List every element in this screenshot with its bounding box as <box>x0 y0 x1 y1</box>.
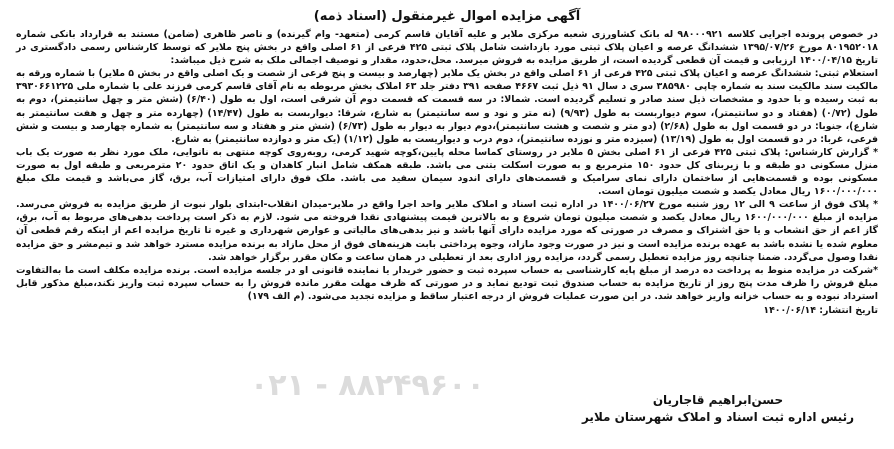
notice-body <box>16 28 878 317</box>
notice-title: آگهی مزایده اموال غیرمنقول (اسناد ذمه) <box>313 9 581 24</box>
signer-name: حسن‌ابراهیم قاجاریان <box>652 393 784 407</box>
publication-date: تاریخ انتشار: ۱۴۰۰/۰۶/۱۴ <box>763 304 878 316</box>
expert-report-paragraph: * گزارش کارشناس: پلاک ثبتی ۴۲۵ فرعی از ۶۱ اصلی بخش ۵ ملایر در روستای کماسا محله پایین،کوچه شهید کرمی، روبه‌روی کوچه منتهی به نانوایی، ملک مورد نظر به صورت یک باب منزل مسکونی دو طبقه و با زیربنای کل حدود ۱۵۰ مترمربع و به صورت اسکلت بتنی می باشد. طبقه همکف شامل انبار کاهدان و یک اتاق حدود ۲۰ مترمربعی و طبقه اول به صورت مسکونی بوده و قسمت‌هایی از ساختمان دارای نمای سرامیک و قسمت‌های دارای اندود سیمان سفید می باشد. ملک فوق دارای امتیازات آب، برق، گاز می‌باشد و قیمت ملک مبلغ ۱۶۰۰/۰۰۰/۰۰۰ ریال معادل یکصد و شصت میلیون تومان است. <box>16 146 879 198</box>
phone-watermark: ۰۲۱ - ۸۸۲۴۹۶۰۰ <box>250 368 485 403</box>
intro-paragraph: در خصوص پرونده اجرایی کلاسه ۹۸۰۰۰۹۲۱ له بانک کشاورزی شعبه مرکزی ملایر و علیه آقایان قاسم کرمی (متعهد- وام گیرنده) و ناصر ظاهری (ضامن) مستند به قرارداد بانکی شماره ۸۰۱۹۵۲۰۱۸ مورخ ۱۳۹۵/۰۷/۲۶ ششدانگ عرصه و اعیان پلاک ثبتی مورد بازداشت شامل پلاک ثبتی ۴۲۵ فرعی از ۶۱ اصلی واقع در بخش پنج ملایر که توسط کارشناس رسمی دادگستری در تاریخ ۱۴۰۰/۰۴/۱۵ ارزیابی و قیمت آن قطعی گردیده است، از طریق مزایده به فروش میرسد. محل،حدود، مقدار و توصیف اجمالی ملک به شرح ذیل میباشد: <box>16 29 878 67</box>
registry-inquiry-paragraph: استعلام ثبتی: ششدانگ عرصه و اعیان پلاک ثبتی ۴۲۵ فرعی از ۶۱ اصلی واقع در بخش یک ملایر (چهارصد و بیست و پنج فرعی از شصت و یک اصلی واقع در بخش ۵ ملایر) با شماره ورقه به مالکیت سند مالکیت سند به شماره چاپی ۳۸۵۹۸۰ سری د سال ۹۱ ذیل ثبت ۴۶۶۷ صفحه ۳۹۱ دفتر جلد ۶۳ املاک بخش مربوطه به نام آقای قاسم کرمی فرزند علی با شماره ملی ۳۹۳۰۶۶۱۲۲۵ به ثبت رسیده و با حدود و مشخصات ذیل سند صادر و تسلیم گردیده است. شمالا: در سه قسمت که قسمت دوم آن شرقی است، اول به طول (۶/۴۰) (شش متر و چهل سانتیمتر)، دوم به طول (۰/۷۲) (هفتاد و دو سانتیمتر)، سوم دیواربست به طول (۹/۹۳) (نه متر و نود و سه سانتیمتر) به شارع، شرقا: دیواربست به طول (۱۴/۴۷) (چهارده متر و چهل و هفت سانتیمتر به شارع)، جنوبا: در دو قسمت اول به طول (۲/۶۸) (دو متر و شصت و هشت سانتیمتر)،دوم دیوار به دیوار به طول (۶/۷۳) (شش متر و هفتاد و سه سانتیمتر) به شماره چهارصد و بیست و شش فرعی، غربا: در دو قسمت اول به طول (۱۳/۱۹) (سیزده متر و نوزده سانتیمتر)، دوم درب و دیواریست به طول (۱/۱۲) (یک متر و دوازده سانتیمتر) به شارع. <box>16 68 879 145</box>
signature-block <box>582 392 854 426</box>
participation-paragraph: *شرکت در مزایده منوط به پرداخت ده درصد از مبلغ پایه کارشناسی به حساب سپرده ثبت و حضور خریدار یا نماینده قانونی او در جلسه مزایده است. برنده مزایده مکلف است ما به‌التفاوت مبلغ فروش را ظرف مدت پنج روز از تاریخ مزایده به حساب صندوق ثبت تودیع نماید و در صورتی که ظرف مهلت مقرر مانده فروش را به حساب سپرده ثبت واریز نکند،مبلغ مذکور قابل استرداد نبوده و به حساب خزانه واریز خواهد شد. در این صورت عملیات فروش از درجه اعتبار ساقط و مزایده تجدید می‌شود. (م الف ۱۷۹) <box>16 264 878 302</box>
auction-terms-paragraph: * پلاک فوق از ساعت ۹ الی ۱۲ روز شنبه مورخ ۱۴۰۰/۰۶/۲۷ در اداره ثبت اسناد و املاک ملایر واحد اجرا واقع در ملایر-میدان انقلاب-ابتدای بلوار نبوت از طریق مزایده به فروش می‌رسد. مزایده از مبلغ ۱۶۰۰/۰۰۰/۰۰۰ ریال معادل یکصد و شصت میلیون تومان شروع و به بالاترین قیمت پیشنهادی نقدا فروخته می شود. لازم به ذکر است پرداخت بدهی‌های مربوط به آب، برق، گاز اعم از حق انشعاب و یا حق اشتراک و مصرف در صورتی که مورد مزایده دارای آنها باشد و نیز بدهی‌های مالیاتی و عوارض شهرداری و غیره تا تاریخ مزایده اعم از اینکه رقم قطعی آن معلوم شده یا نشده باشد به عهده برنده مزایده است و نیز در صورت وجود مازاد، وجوه پرداختی بابت هزینه‌های فوق از محل مازاد به برنده مزایده مسترد خواهد شد و تیم‌مشر و حق مزایده نقدا وصول می‌گردد. ضمنا چنانچه روز مزایده تعطیل رسمی گردد، مزایده روز اداری بعد از تعطیلی در همان ساعت و مکان مقرر برگزار خواهد شد. <box>16 199 878 263</box>
signer-role: رئیس اداره ثبت اسناد و املاک شهرستان ملایر <box>581 410 854 424</box>
notice-content <box>16 8 878 317</box>
